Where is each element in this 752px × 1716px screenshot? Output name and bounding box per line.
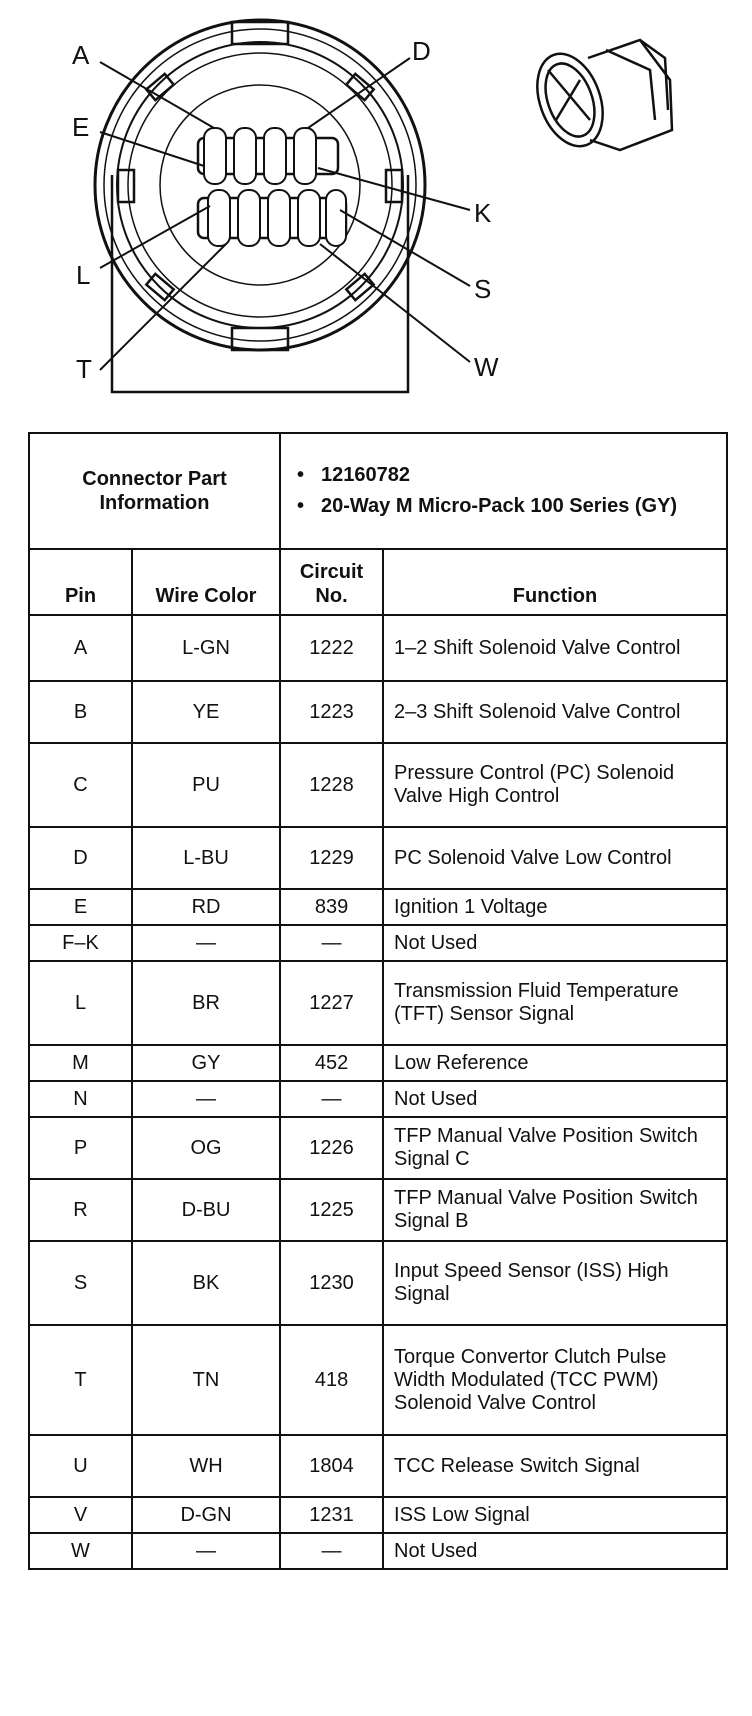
cell-circuit-no: 1227 bbox=[280, 961, 383, 1045]
connector-diagram bbox=[0, 0, 752, 400]
column-header-wire-color: Wire Color bbox=[132, 549, 280, 615]
cell-pin: C bbox=[29, 743, 132, 827]
pin-callout-w: W bbox=[474, 352, 499, 382]
cell-circuit-no: 452 bbox=[280, 1045, 383, 1081]
cell-circuit-no: 1229 bbox=[280, 827, 383, 889]
pin-callout-d: D bbox=[412, 36, 431, 66]
cell-circuit-no: — bbox=[280, 1533, 383, 1569]
table-row bbox=[29, 1241, 727, 1325]
cell-pin: U bbox=[29, 1435, 132, 1497]
connector-description: • 20-Way M Micro-Pack 100 Series (GY) bbox=[295, 494, 726, 519]
cell-wire-color: — bbox=[132, 925, 280, 961]
cell-function: 1–2 Shift Solenoid Valve Control bbox=[383, 615, 727, 681]
cell-wire-color: D-GN bbox=[132, 1497, 280, 1533]
table-row bbox=[29, 615, 727, 681]
pin-callout-k: K bbox=[474, 198, 492, 228]
cell-circuit-no: 1222 bbox=[280, 615, 383, 681]
cell-pin: F–K bbox=[29, 925, 132, 961]
pin-callout-e: E bbox=[72, 112, 90, 142]
cell-wire-color: OG bbox=[132, 1117, 280, 1179]
cell-function: Torque Convertor Clutch Pulse Width Modulated (TCC PWM) Solenoid Valve Control bbox=[383, 1325, 727, 1435]
table-row bbox=[29, 925, 727, 961]
table-row bbox=[29, 1325, 727, 1435]
pin-callout-a: A bbox=[72, 40, 90, 70]
cell-wire-color: L-GN bbox=[132, 615, 280, 681]
cell-pin: P bbox=[29, 1117, 132, 1179]
cell-circuit-no: 1228 bbox=[280, 743, 383, 827]
cell-function: Pressure Control (PC) Solenoid Valve High Control bbox=[383, 743, 727, 827]
pinout-rows bbox=[29, 615, 727, 1569]
cell-wire-color: BK bbox=[132, 1241, 280, 1325]
cell-circuit-no: 1230 bbox=[280, 1241, 383, 1325]
cell-wire-color: YE bbox=[132, 681, 280, 743]
cell-circuit-no: — bbox=[280, 925, 383, 961]
cell-wire-color: BR bbox=[132, 961, 280, 1045]
cell-function: TFP Manual Valve Position Switch Signal B bbox=[383, 1179, 727, 1241]
cell-function: ISS Low Signal bbox=[383, 1497, 727, 1533]
table-row bbox=[29, 681, 727, 743]
cell-wire-color: D-BU bbox=[132, 1179, 280, 1241]
cell-wire-color: GY bbox=[132, 1045, 280, 1081]
cell-wire-color: PU bbox=[132, 743, 280, 827]
cell-function: Input Speed Sensor (ISS) High Signal bbox=[383, 1241, 727, 1325]
cell-wire-color: WH bbox=[132, 1435, 280, 1497]
cell-circuit-no: — bbox=[280, 1081, 383, 1117]
table-row bbox=[29, 1081, 727, 1117]
connector-part-info-values bbox=[280, 433, 727, 549]
cell-circuit-no: 1231 bbox=[280, 1497, 383, 1533]
cell-pin: W bbox=[29, 1533, 132, 1569]
cell-circuit-no: 1223 bbox=[280, 681, 383, 743]
pin-callout-t: T bbox=[76, 354, 92, 384]
pin-callout-s: S bbox=[474, 274, 492, 304]
cell-pin: B bbox=[29, 681, 132, 743]
column-header-circuit-no: Circuit No. bbox=[280, 549, 383, 615]
table-row bbox=[29, 1045, 727, 1081]
cell-pin: V bbox=[29, 1497, 132, 1533]
connector-perspective-icon bbox=[525, 40, 672, 155]
cell-circuit-no: 418 bbox=[280, 1325, 383, 1435]
cell-function: TFP Manual Valve Position Switch Signal C bbox=[383, 1117, 727, 1179]
table-row bbox=[29, 1435, 727, 1497]
cell-wire-color: RD bbox=[132, 889, 280, 925]
table-row bbox=[29, 1497, 727, 1533]
cell-circuit-no: 1225 bbox=[280, 1179, 383, 1241]
cell-circuit-no: 839 bbox=[280, 889, 383, 925]
table-row bbox=[29, 743, 727, 827]
table-row bbox=[29, 1117, 727, 1179]
column-header-pin: Pin bbox=[29, 549, 132, 615]
cell-function: Not Used bbox=[383, 925, 727, 961]
cell-pin: M bbox=[29, 1045, 132, 1081]
cell-pin: R bbox=[29, 1179, 132, 1241]
cell-function: Low Reference bbox=[383, 1045, 727, 1081]
table-row bbox=[29, 1533, 727, 1569]
table-row bbox=[29, 827, 727, 889]
cell-pin: D bbox=[29, 827, 132, 889]
column-header-function: Function bbox=[383, 549, 727, 615]
cell-circuit-no: 1226 bbox=[280, 1117, 383, 1179]
pin-callout-l: L bbox=[76, 260, 91, 290]
cell-function: Transmission Fluid Temperature (TFT) Sensor Signal bbox=[383, 961, 727, 1045]
cell-function: TCC Release Switch Signal bbox=[383, 1435, 727, 1497]
cell-pin: E bbox=[29, 889, 132, 925]
cell-pin: T bbox=[29, 1325, 132, 1435]
connector-pinout-table bbox=[28, 432, 728, 1570]
cell-function: Ignition 1 Voltage bbox=[383, 889, 727, 925]
table-row bbox=[29, 961, 727, 1045]
cell-function: 2–3 Shift Solenoid Valve Control bbox=[383, 681, 727, 743]
cell-wire-color: L-BU bbox=[132, 827, 280, 889]
part-number: • 12160782 bbox=[295, 463, 726, 488]
table-row bbox=[29, 889, 727, 925]
cell-wire-color: — bbox=[132, 1533, 280, 1569]
cell-circuit-no: 1804 bbox=[280, 1435, 383, 1497]
cell-function: Not Used bbox=[383, 1533, 727, 1569]
cell-pin: S bbox=[29, 1241, 132, 1325]
cell-pin: A bbox=[29, 615, 132, 681]
cell-pin: L bbox=[29, 961, 132, 1045]
cell-wire-color: — bbox=[132, 1081, 280, 1117]
cell-pin: N bbox=[29, 1081, 132, 1117]
table-row bbox=[29, 1179, 727, 1241]
connector-part-info-label: Connector Part Information bbox=[29, 433, 280, 549]
cell-function: Not Used bbox=[383, 1081, 727, 1117]
cell-function: PC Solenoid Valve Low Control bbox=[383, 827, 727, 889]
cell-wire-color: TN bbox=[132, 1325, 280, 1435]
